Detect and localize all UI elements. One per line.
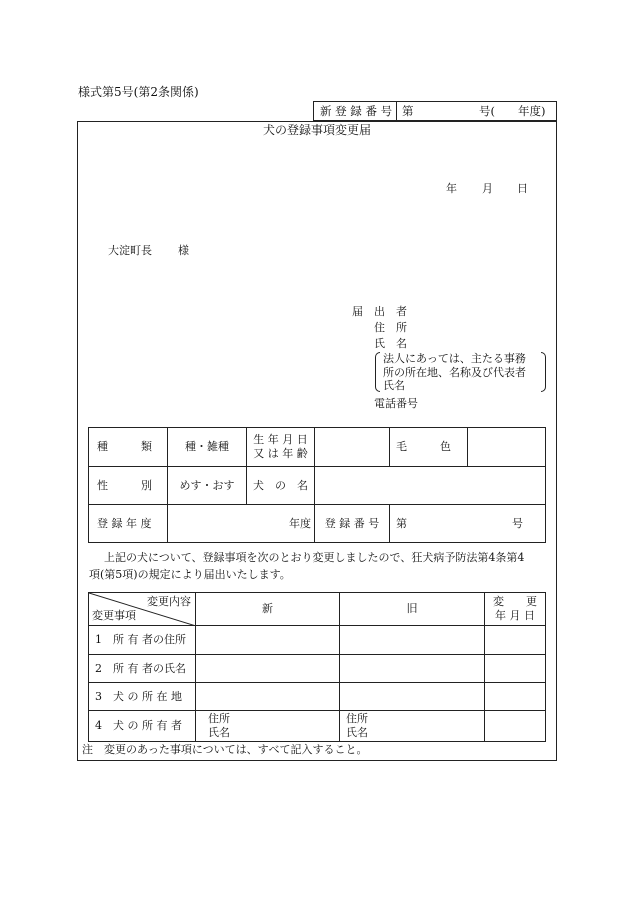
row-label-owner-name: 2 所 有 者の氏名 [89, 655, 196, 683]
dog-info-table [88, 427, 546, 543]
reg-no-suffix: 号 [512, 516, 523, 530]
corp-note-left-bracket [375, 352, 380, 392]
form-title: 犬の登録事項変更届 [262, 123, 371, 137]
reg-no-label: 登 録 番 号 [315, 505, 390, 543]
dog-name-label: 犬 の 名 [247, 467, 315, 505]
old-owner-addr-label: 住所 [346, 712, 368, 726]
date-dog-location-cell[interactable] [485, 683, 546, 711]
date-owner-address-cell[interactable] [485, 626, 546, 655]
reg-no-prefix: 第 [396, 516, 407, 530]
coat-label: 毛 色 [390, 428, 468, 467]
coat-value-cell[interactable] [468, 428, 546, 467]
new-dog-owner-cell[interactable] [196, 711, 340, 742]
new-header: 新 [196, 593, 340, 626]
breed-label: 種 類 [89, 428, 168, 467]
dob-label-line-2: 又 は 年 齢 [253, 447, 308, 460]
applicant-phone-label: 電話番号 [374, 397, 418, 410]
addressee-honorific: 様 [178, 244, 189, 257]
new-owner-name-label: 氏名 [208, 726, 230, 739]
new-dog-location-cell[interactable] [196, 683, 340, 711]
dog-name-value-cell[interactable] [315, 467, 546, 505]
new-owner-address-cell[interactable] [196, 626, 340, 655]
reg-year-label: 登 録 年 度 [89, 505, 168, 543]
corner-bottom-label: 変更事項 [92, 609, 136, 623]
change-table [88, 592, 546, 742]
applicant-name-label: 氏 名 [374, 337, 407, 350]
change-date-header-line-1: 変 更 [493, 595, 537, 609]
old-dog-owner-cell[interactable] [340, 711, 485, 742]
new-owner-addr-label: 住所 [208, 712, 230, 726]
addressee-name: 大淀町長 [108, 244, 152, 257]
new-registration-number-label: 新 登 録 番 号 [320, 104, 393, 118]
reg-header-divider [396, 101, 397, 121]
statement-line-1: 上記の犬について、登録事項を次のとおり変更しましたので、狂犬病予防法第4条第4 [104, 551, 525, 564]
footnote: 注 変更のあった事項については、すべて記入すること。 [82, 743, 368, 756]
statement-line-2: 項(第5項)の規定により届出いたします。 [89, 568, 291, 581]
sex-label: 性 別 [89, 467, 168, 505]
dob-label [247, 428, 315, 467]
old-header: 旧 [340, 593, 485, 626]
old-owner-address-cell[interactable] [340, 626, 485, 655]
new-owner-name-cell[interactable] [196, 655, 340, 683]
reg-year-value[interactable]: 年度 [168, 505, 315, 543]
change-date-header [485, 593, 546, 626]
old-owner-name-label: 氏名 [346, 726, 368, 739]
row-label-dog-owner: 4 犬 の 所 有 者 [89, 711, 196, 742]
corp-note-line-3: 氏名 [383, 379, 405, 392]
date-dog-owner-cell[interactable] [485, 711, 546, 742]
change-date-header-line-2: 年 月 日 [495, 609, 535, 622]
old-dog-location-cell[interactable] [340, 683, 485, 711]
form-number-label: 様式第5号(第2条関係) [78, 85, 199, 99]
sex-value: めす・おす [168, 467, 247, 505]
date-day: 日 [517, 182, 528, 195]
dob-label-line-1: 生 年 月 日 [253, 433, 308, 447]
reg-no-value[interactable] [390, 505, 546, 543]
applicant-heading: 届 出 者 [352, 305, 407, 318]
corp-note-line-1: 法人にあっては、主たる事務 [383, 352, 526, 365]
date-owner-name-cell[interactable] [485, 655, 546, 683]
dob-value-cell[interactable] [315, 428, 390, 467]
corp-note-right-bracket [541, 352, 546, 392]
breed-value: 種・雑種 [168, 428, 247, 467]
reg-number-prefix: 第 [402, 104, 414, 118]
row-label-dog-location: 3 犬 の 所 在 地 [89, 683, 196, 711]
old-owner-name-cell[interactable] [340, 655, 485, 683]
applicant-address-label: 住 所 [374, 321, 407, 334]
date-month: 月 [482, 182, 493, 195]
reg-number-suffix: 号( 年度) [479, 104, 546, 118]
corner-header-cell [89, 593, 196, 626]
corp-note-line-2: 所の所在地、名称及び代表者 [383, 366, 526, 379]
row-label-owner-address: 1 所 有 者の住所 [89, 626, 196, 655]
date-year: 年 [446, 182, 457, 195]
corner-top-label: 変更内容 [147, 595, 191, 608]
